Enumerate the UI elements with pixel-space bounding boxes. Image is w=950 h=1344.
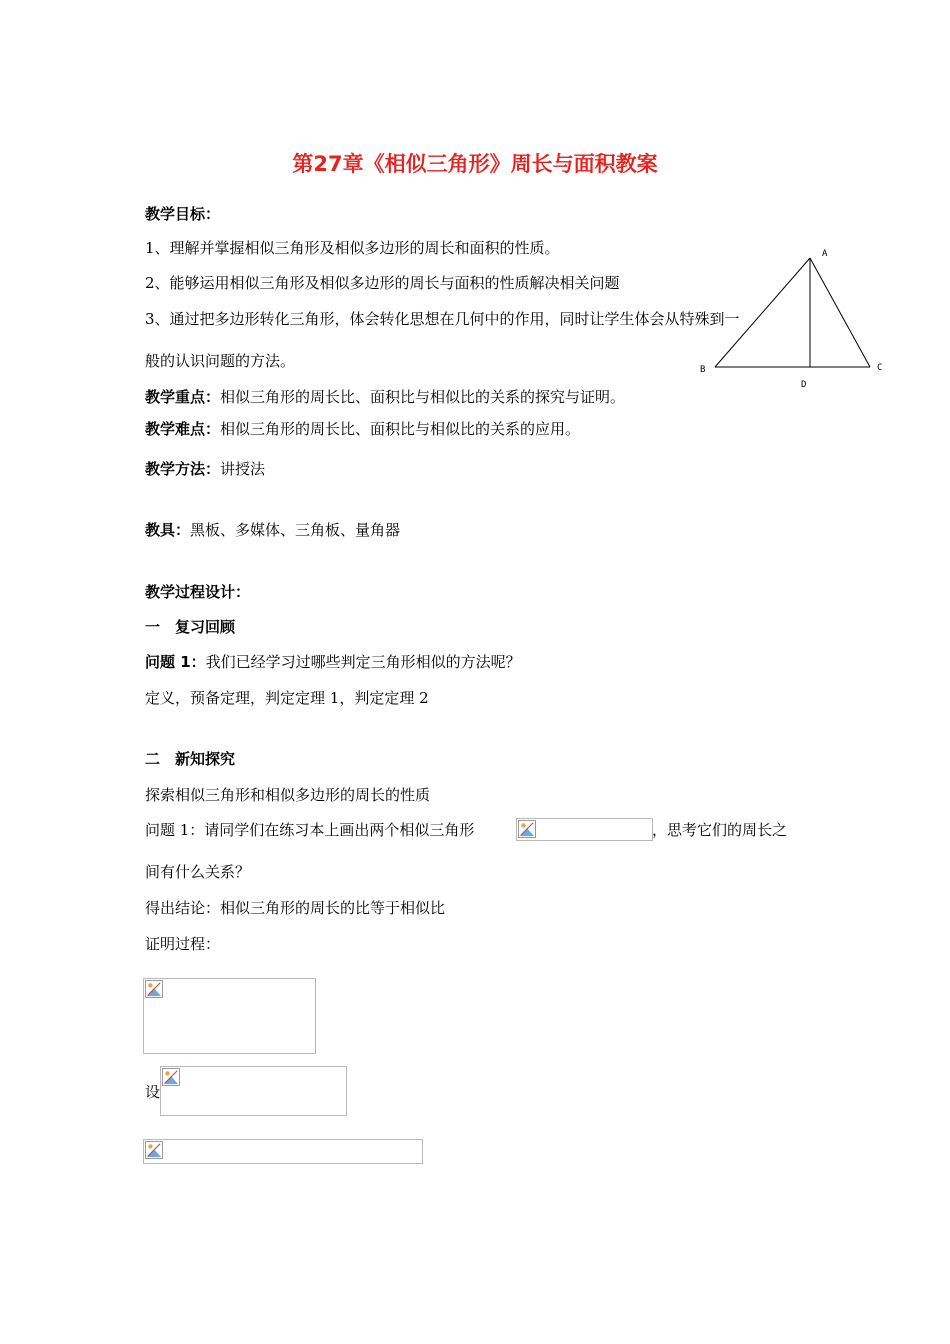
section2-question-after: ，思考它们的周长之 (652, 821, 788, 839)
process-heading: 教学过程设计： (145, 583, 251, 601)
section1-question (145, 652, 521, 672)
key-point-text: 相似三角形的周长比、面积比与相似比的关系的探究与证明。 (220, 388, 626, 406)
label-c: C (877, 363, 883, 373)
objective-3: 3、通过把多边形转化三角形，体会转化思想在几何中的作用，同时让学生体会从特殊到一 (145, 310, 740, 328)
broken-image-icon (518, 820, 536, 838)
triangle-diagram (698, 242, 898, 392)
section2-explore: 探索相似三角形和相似多边形的周长的性质 (145, 786, 431, 804)
objective-1: 1、理解并掌握相似三角形及相似多边形的周长和面积的性质。 (145, 239, 560, 257)
section1-heading: 一 复习回顾 (145, 618, 236, 636)
tools-label: 教具： (145, 521, 191, 539)
page-title: 第27章《相似三角形》周长与面积教案 (292, 152, 658, 176)
section2-proof: 证明过程： (145, 935, 221, 953)
label-d: D (801, 380, 807, 390)
proof-image-1 (143, 978, 316, 1054)
objective-2: 2、能够运用相似三角形及相似多边形的周长与面积的性质解决相关问题 (145, 274, 620, 292)
difficulty-text: 相似三角形的周长比、面积比与相似比的关系的应用。 (220, 420, 581, 438)
method-label: 教学方法： (145, 460, 221, 478)
objective-3-cont: 般的认识问题的方法。 (145, 352, 296, 370)
label-b: B (700, 365, 706, 375)
side-ac (810, 258, 870, 367)
section1-answer: 定义，预备定理，判定定理 1，判定定理 2 (145, 689, 429, 707)
section1-question-label: 问题 1： (145, 653, 206, 671)
section2-question-before: 问题 1：请同学们在练习本上画出两个相似三角形 (145, 821, 475, 839)
key-point (145, 387, 625, 407)
method (145, 459, 265, 479)
proof-image-3 (143, 1139, 423, 1164)
broken-image-icon (162, 1068, 180, 1086)
label-a: A (822, 249, 828, 259)
objectives-heading: 教学目标： (145, 205, 221, 223)
tools-text: 黑板、多媒体、三角板、量角器 (190, 521, 401, 539)
difficulty (145, 419, 580, 439)
tools (145, 520, 400, 540)
difficulty-label: 教学难点： (145, 420, 221, 438)
side-ab (715, 258, 810, 367)
section2-question-cont: 间有什么关系？ (145, 863, 251, 881)
key-point-label: 教学重点： (145, 388, 221, 406)
proof-image-2 (160, 1066, 347, 1116)
broken-image-icon (145, 1141, 163, 1159)
broken-image-icon (145, 980, 163, 998)
method-text: 讲授法 (220, 460, 266, 478)
formula-image-1 (516, 818, 653, 841)
section2-heading: 二 新知探究 (145, 750, 236, 768)
section1-question-text: 我们已经学习过哪些判定三角形相似的方法呢？ (205, 653, 521, 671)
section2-conclusion: 得出结论：相似三角形的周长的比等于相似比 (145, 899, 446, 917)
section2-let: 设 (145, 1083, 161, 1101)
